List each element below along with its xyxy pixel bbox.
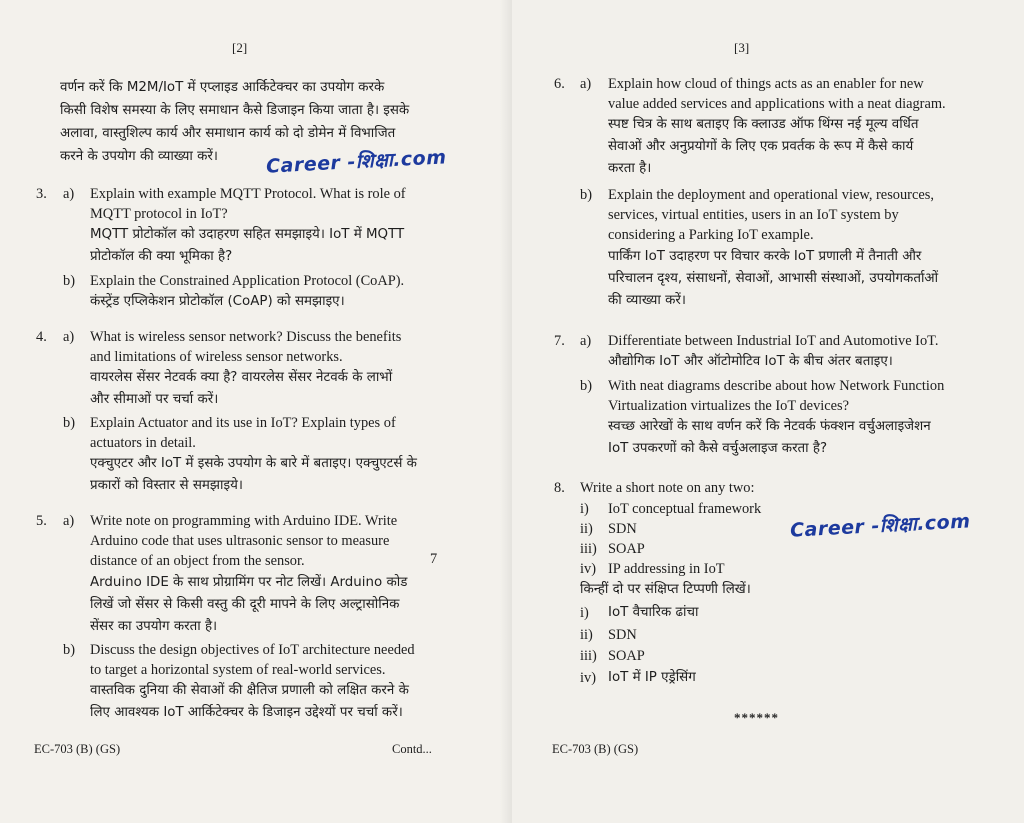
question-number: 3.: [36, 186, 47, 202]
list-item: IP addressing in IoT: [608, 561, 725, 577]
intro-line: वर्णन करें कि M2M/IoT में एप्लाइड आर्किटेक्चर का उपयोग करके: [60, 80, 385, 95]
question-text: Write note on programming with Arduino IDE. Write: [90, 513, 398, 529]
paper-code: EC-703 (B) (GS): [552, 742, 639, 756]
list-item-hindi: SDN: [608, 627, 637, 643]
question-text-hindi: एक्चुएटर और IoT में इसके उपयोग के बारे में बताइए। एक्चुएटर्स के: [90, 456, 417, 471]
intro-line: किसी विशेष समस्या के लिए समाधान कैसे डिजाइन किया जाता है। इसके: [60, 103, 410, 118]
question-text: actuators in detail.: [90, 435, 196, 451]
list-item-hindi: IoT वैचारिक ढांचा: [608, 605, 699, 620]
question-text-hindi: और सीमाओं पर चर्चा करें।: [90, 392, 219, 407]
right-page: [512, 0, 1024, 823]
list-item-number: iii): [580, 541, 597, 557]
question-number: 8.: [554, 480, 565, 496]
question-text: What is wireless sensor network? Discuss the benefits: [90, 329, 402, 345]
question-text: and limitations of wireless sensor networks.: [90, 349, 343, 365]
question-number: 5.: [36, 513, 47, 529]
question-text-hindi: MQTT प्रोटोकॉल को उदाहरण सहित समझाइये। IoT में MQTT: [90, 227, 405, 242]
list-item: SOAP: [608, 541, 645, 557]
question-text: Differentiate between Industrial IoT and Automotive IoT.: [608, 333, 939, 349]
question-text-hindi: वायरलेस सेंसर नेटवर्क क्या है? वायरलेस सेंसर नेटवर्क के लाभों: [90, 370, 393, 385]
watermark-stamp: Career -शिक्षा.com: [265, 146, 448, 178]
page-number: [2]: [232, 40, 248, 55]
part-label: a): [580, 333, 592, 349]
question-text: value added services and applications with a neat diagram.: [608, 96, 946, 112]
question-text-hindi: स्पष्ट चित्र के साथ बताइए कि क्लाउड ऑफ थिंग्स नई मूल्य वर्धित: [608, 117, 919, 132]
list-item-number: iii): [580, 648, 597, 664]
question-text: MQTT protocol in IoT?: [90, 206, 228, 222]
list-item-number: ii): [580, 627, 593, 643]
question-text-hindi: Arduino IDE के साथ प्रोग्रामिंग पर नोट लिखें। Arduino कोड: [90, 575, 408, 590]
page-number: [3]: [734, 40, 750, 55]
list-item-number: ii): [580, 521, 593, 537]
list-item-number: iv): [580, 670, 596, 686]
part-label: b): [580, 187, 592, 203]
question-text: Write a short note on any two:: [580, 480, 755, 496]
list-item-number: i): [580, 605, 589, 621]
question-text-hindi: की व्याख्या करें।: [608, 293, 686, 308]
question-text-hindi: किन्हीं दो पर संक्षिप्त टिप्पणी लिखें।: [580, 582, 751, 597]
part-label: b): [63, 273, 75, 289]
paper-code: EC-703 (B) (GS): [34, 742, 121, 756]
question-number: 7.: [554, 333, 565, 349]
list-item: SDN: [608, 521, 637, 537]
question-text: Explain with example MQTT Protocol. What is role of: [90, 186, 406, 202]
question-text: distance of an object from the sensor.: [90, 553, 305, 569]
question-text-hindi: परिचालन दृश्य, संसाधनों, सेवाओं, आभासी संस्थाओं, उपयोगकर्ताओं: [608, 271, 939, 286]
question-text: With neat diagrams describe about how Network Function: [608, 378, 945, 394]
question-text: services, virtual entities, users in an IoT system by: [608, 207, 899, 223]
question-text-hindi: लिखें जो सेंसर से किसी वस्तु की दूरी मापने के लिए अल्ट्रासोनिक: [90, 597, 400, 612]
list-item-number: i): [580, 501, 589, 517]
part-label: b): [580, 378, 592, 394]
question-text-hindi: लिए आवश्यक IoT आर्किटेक्चर के डिजाइन उद्देश्यों पर चर्चा करें।: [90, 705, 403, 720]
question-text: Explain Actuator and its use in IoT? Explain types of: [90, 415, 396, 431]
list-item-hindi: SOAP: [608, 648, 645, 664]
part-label: a): [63, 186, 75, 202]
part-label: a): [63, 513, 75, 529]
question-text: Arduino code that uses ultrasonic sensor to measure: [90, 533, 390, 549]
list-item-hindi: IoT में IP एड्रेसिंग: [608, 670, 696, 685]
intro-line: करने के उपयोग की व्याख्या करें।: [60, 149, 218, 164]
question-text-hindi: प्रकारों को विस्तार से समझाइये।: [90, 478, 243, 493]
question-text-hindi: वास्तविक दुनिया की सेवाओं की क्षैतिज प्रणाली को लक्षित करने के: [90, 683, 409, 698]
question-text: Explain the deployment and operational view, resources,: [608, 187, 934, 203]
part-label: b): [63, 642, 75, 658]
list-item-number: iv): [580, 561, 596, 577]
question-text: Explain the Constrained Application Protocol (CoAP).: [90, 273, 405, 289]
question-text-hindi: कंस्ट्रेंड एप्लिकेशन प्रोटोकॉल (CoAP) को समझाइए।: [90, 294, 345, 309]
list-item: IoT conceptual framework: [608, 501, 762, 517]
part-label: a): [63, 329, 75, 345]
continued-label: Contd...: [392, 742, 432, 756]
end-of-paper-stars: ******: [734, 710, 779, 725]
watermark-stamp: Career -शिक्षा.com: [789, 510, 972, 542]
question-text-hindi: IoT उपकरणों को कैसे वर्चुअलाइज करता है?: [608, 441, 828, 456]
question-text-hindi: औद्योगिक IoT और ऑटोमोटिव IoT के बीच अंतर बताइए।: [608, 354, 893, 369]
part-label: a): [580, 76, 592, 92]
intro-line: अलावा, वास्तुशिल्प कार्य और समाधान कार्य को दो डोमेन में विभाजित: [60, 126, 396, 141]
question-text: Virtualization virtualizes the IoT devices?: [608, 398, 850, 414]
part-label: b): [63, 415, 75, 431]
question-number: 6.: [554, 76, 565, 92]
question-text: considering a Parking IoT example.: [608, 227, 814, 243]
marks: 7: [430, 551, 438, 567]
question-text: to target a horizontal system of real-world services.: [90, 662, 386, 678]
question-text-hindi: सेंसर का उपयोग करता है।: [90, 619, 218, 634]
question-text: Discuss the design objectives of IoT architecture needed: [90, 642, 415, 658]
question-number: 4.: [36, 329, 47, 345]
question-text-hindi: स्वच्छ आरेखों के साथ वर्णन करें कि नेटवर्क फंक्शन वर्चुअलाइजेशन: [608, 419, 931, 434]
question-text-hindi: सेवाओं और अनुप्रयोगों के लिए एक प्रवर्तक के रूप में कैसे कार्य: [608, 139, 914, 154]
question-text-hindi: पार्किंग IoT उदाहरण पर विचार करके IoT प्रणाली में तैनाती और: [608, 249, 922, 264]
question-text-hindi: करता है।: [608, 161, 652, 176]
question-text: Explain how cloud of things acts as an enabler for new: [608, 76, 924, 92]
question-text-hindi: प्रोटोकॉल की क्या भूमिका है?: [90, 249, 233, 264]
